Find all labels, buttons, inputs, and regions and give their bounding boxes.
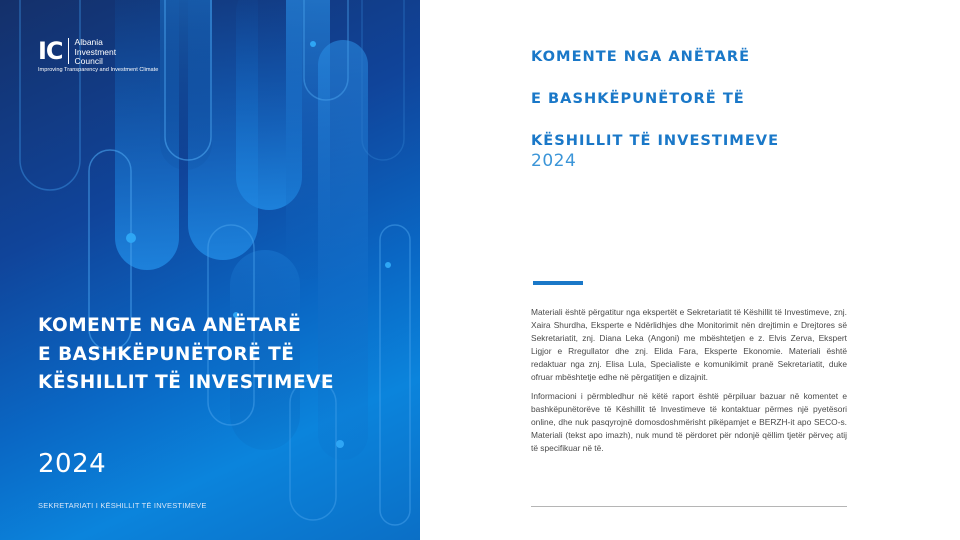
logo-name-line: Investment [74,46,117,57]
cover-title-line: KOMENTE NGA ANËTARË [38,315,302,336]
cover-title-line: KËSHILLIT TË INVESTIMEVE [38,372,335,393]
page-title-line: KËSHILLIT TË INVESTIMEVE [531,132,780,149]
cover-page [0,0,420,540]
logo-mark: IC [38,37,63,65]
logo [38,38,116,67]
paragraph: Materiali është përgatitur nga ekspertët e Sekretariatit të Këshillit të Investimeve, znj. Xaira Shurdha, Eksperte e Ndërlidhjes dhe Monitorimit nën drejtimin e Drejtores së Sekretariatit, znj. Diana Leka (Angoni) me mbështetjen e z. Elvis Zerva, Ekspert Ligjor e Rregullator dhe znj. Elida Fara, Eksperte Ekonomie. Materiali është redaktuar nga znj. Elisa Lula, Specialiste e komunikimit pranë Sekretariatit, duke ofruar mbështetje edhe në përgatitjen e dizajnit. [531,307,847,382]
page-year: 2024 [531,151,577,171]
body-text [531,306,847,461]
page-title-line: KOMENTE NGA ANËTARË [531,48,751,65]
inside-page [420,0,960,540]
cover-footer: SEKRETARIATI I KËSHILLIT TË INVESTIMEVE [38,501,207,510]
logo-name [75,38,117,67]
accent-bar [533,281,583,285]
logo-name-line: Albania [74,37,103,47]
cover-title-line: E BASHKËPUNËTORË TË [38,343,295,365]
page-title [531,36,779,162]
logo-name-line: Council [74,56,103,66]
page-title-line: E BASHKËPUNËTORË TË [531,90,745,107]
paragraph: Informacioni i përmbledhur në këtë raport është përpiluar bazuar në komentet e bashkëpunëtorëve të Këshillit të Investimeve të kontaktuar përmes një pyetësori online, dhe nuk pasqyrojnë domosdoshmërisht pikëpamjet e BERZH-it apo SECO-s. Materiali (tekst apo imazh), nuk mund të përdoret për ndonjë qëllim tjetër përveç atij të specifikuar në të. [531,391,847,453]
logo-divider [68,38,69,64]
cover-title [38,312,408,398]
logo-tagline: Improving Transparency and Investment Climate [38,67,159,73]
cover-year: 2024 [38,449,107,479]
bottom-rule [531,506,847,507]
